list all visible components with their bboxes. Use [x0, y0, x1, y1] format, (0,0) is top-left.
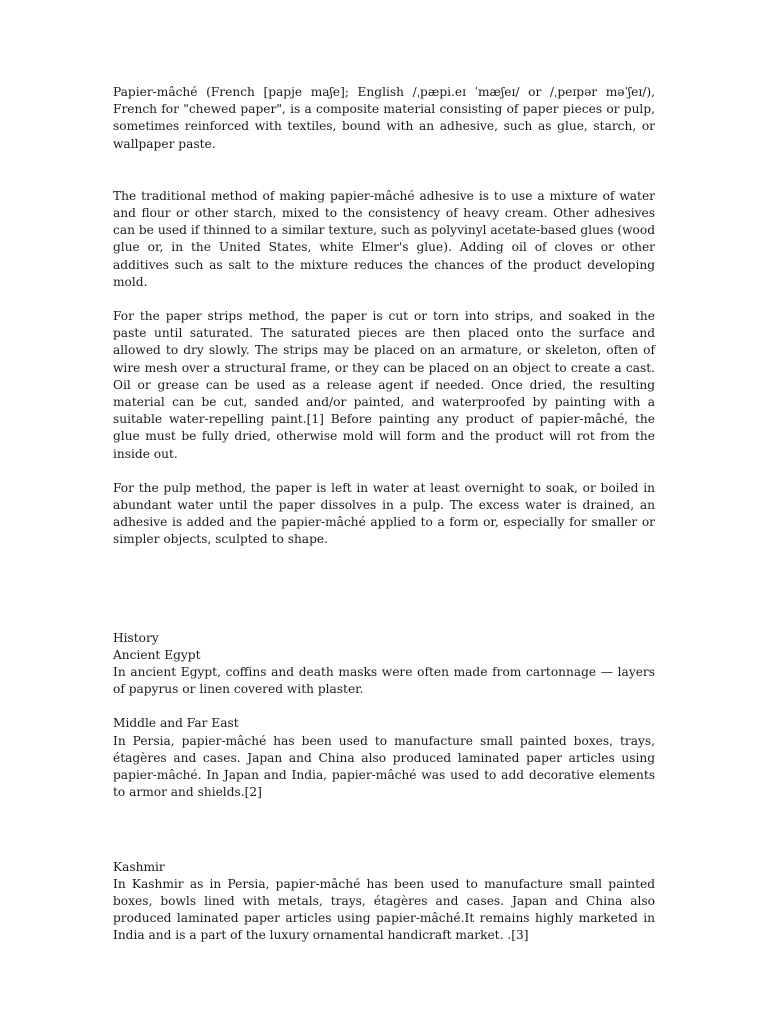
middle-far-east-paragraph: In Persia, papier-mâché has been used to manufacture small painted boxes, trays, étagères and cases. Japan and China also produced laminated paper articles using papier-mâché. In Japan and India, papier-mâché was used to add decorative elements to armor and shields.[2] [113, 733, 655, 800]
ancient-egypt-heading: Ancient Egypt [113, 647, 201, 662]
spacer [113, 463, 655, 480]
spacer [113, 549, 655, 630]
spacer [113, 291, 655, 308]
intro-paragraph: Papier-mâché (French [papje maʃe]; English /ˌpæpi.eɪ ˈmæʃeɪ/ or /ˌpeɪpər məˈʃeɪ/), French for "chewed paper", is a composite material consisting of paper pieces or pulp, sometimes reinforced with textiles, bound with an adhesive, such as glue, starch, or wallpaper paste. [113, 85, 655, 151]
document-page [113, 84, 655, 945]
spacer [113, 802, 655, 859]
pulp-method-paragraph: For the pulp method, the paper is left in water at least overnight to soak, or boiled in abundant water until the paper dissolves in a pulp. The excess water is drained, an adhesive is added and the papier-mâché applied to a form or, especially for smaller or simpler objects, sculpted to shape. [113, 480, 655, 547]
spacer [113, 153, 655, 188]
spacer [113, 698, 655, 715]
kashmir-heading: Kashmir [113, 859, 165, 874]
middle-far-east-heading: Middle and Far East [113, 716, 239, 731]
adhesive-paragraph: The traditional method of making papier-mâché adhesive is to use a mixture of water and flour or other starch, mixed to the consistency of heavy cream. Other adhesives can be used if thinned to a similar texture, such as polyvinyl acetate-based glues (wood glue or, in the United States, white Elmer's glue). Adding oil of cloves or other additives such as salt to the mixture reduces the chances of the product developing mold. [113, 188, 655, 289]
strips-method-paragraph: For the paper strips method, the paper is cut or torn into strips, and soaked in the paste until saturated. The saturated pieces are then placed onto the surface and allowed to dry slowly. The strips may be placed on an armature, or skeleton, often of wire mesh over a structural frame, or they can be placed on an object to create a cast. Oil or grease can be used as a release agent if needed. Once dried, the resulting material can be cut, sanded and/or painted, and waterproofed by painting with a suitable water-repelling paint.[1] Before painting any product of papier-mâché, the glue must be fully dried, otherwise mold will form and the product will rot from the inside out. [113, 309, 655, 461]
history-heading: History [113, 630, 159, 645]
kashmir-paragraph: In Kashmir as in Persia, papier-mâché has been used to manufacture small painted boxes, bowls lined with metals, trays, étagères and cases. Japan and China also produced laminated paper articles using papier-mâché.It remains highly marketed in India and is a part of the luxury ornamental handicraft market. .[3] [113, 876, 655, 943]
ancient-egypt-paragraph: In ancient Egypt, coffins and death masks were often made from cartonnage — layers of papyrus or linen covered with plaster. [113, 665, 655, 697]
